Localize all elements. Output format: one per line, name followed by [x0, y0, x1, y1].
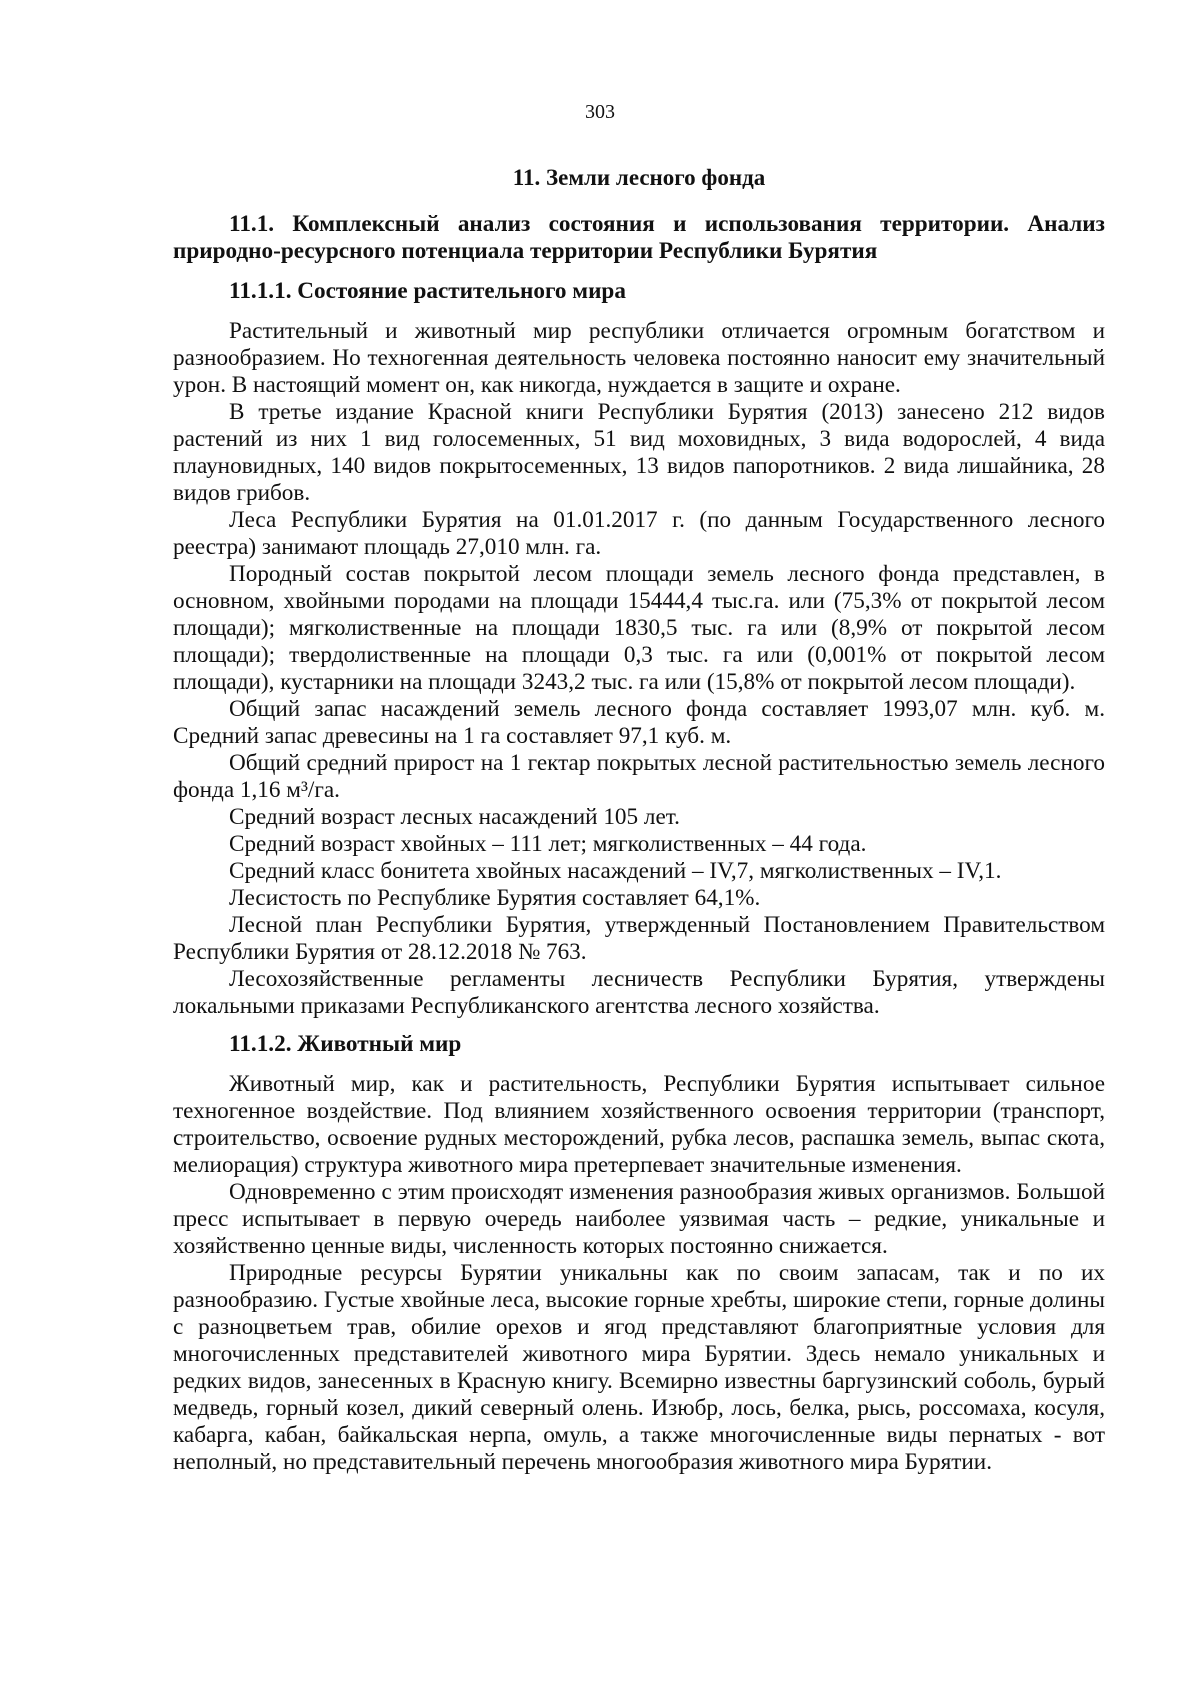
page-number: 303: [585, 101, 615, 123]
paragraph: Растительный и животный мир республики отличается огромным богатством и разнообразием. Но техногенная деятельность человека постоянно наносит ему значительный урон. В настоящий момент он, как никогда, нуждается в защите и охране.: [173, 318, 1105, 398]
paragraph: Общий средний прирост на 1 гектар покрытых лесной растительностью земель лесного фонда 1,16 м³/га.: [173, 750, 1105, 803]
paragraph: В третье издание Красной книги Республики Бурятия (2013) занесено 212 видов растений из них 1 вид голосеменных, 51 вид моховидных, 3 вида водорослей, 4 вида плауновидных, 140 видов покрытосеменных, 13 видов папоротников. 2 вида лишайника, 28 видов грибов.: [173, 399, 1105, 506]
section-title: 11.1. Комплексный анализ состояния и использования территории. Анализ природно-ресурсного потенциала территории Республики Бурятия: [173, 211, 1105, 264]
paragraph: Средний возраст лесных насаждений 105 лет.: [229, 804, 680, 830]
chapter-title: 11. Земли лесного фонда: [512, 165, 766, 190]
paragraph: Средний возраст хвойных – 111 лет; мягколиственных – 44 года.: [229, 831, 867, 857]
paragraph: Лесистость по Республике Бурятия составляет 64,1%.: [229, 885, 761, 911]
subsection-title-flora: 11.1.1. Состояние растительного мира: [229, 278, 626, 304]
paragraph: Общий запас насаждений земель лесного фонда составляет 1993,07 млн. куб. м. Средний запас древесины на 1 га составляет 97,1 куб. м.: [173, 696, 1105, 749]
fauna-paragraphs: [173, 1071, 1105, 1476]
paragraph: Породный состав покрытой лесом площади земель лесного фонда представлен, в основном, хвойными породами на площади 15444,4 тыс.га. или (75,3% от покрытой лесом площади); мягколиственные на площади 1830,5 тыс. га или (8,9% от покрытой лесом площади); твердолиственные на площади 0,3 тыс. га или (0,001% от покрытой лесом площади), кустарники на площади 3243,2 тыс. га или (15,8% от покрытой лесом площади).: [173, 561, 1105, 695]
paragraph: Леса Республики Бурятия на 01.01.2017 г. (по данным Государственного лесного реестра) занимают площадь 27,010 млн. га.: [173, 507, 1105, 560]
paragraph: Средний класс бонитета хвойных насаждений – IV,7, мягколиственных – IV,1.: [229, 858, 1002, 884]
paragraph: Лесной план Республики Бурятия, утвержденный Постановлением Правительством Республики Бурятия от 28.12.2018 № 763.: [173, 912, 1105, 965]
subsection-title-fauna: 11.1.2. Животный мир: [229, 1031, 462, 1057]
document-body: [173, 164, 1105, 1476]
paragraph: Природные ресурсы Бурятии уникальны как по своим запасам, так и по их разнообразию. Густые хвойные леса, высокие горные хребты, широкие степи, горные долины с разноцветьем трав, обилие орехов и ягод представляют благоприятные условия для многочисленных представителей животного мира Бурятии. Здесь немало уникальных и редких видов, занесенных в Красную книгу. Всемирно известны баргузинский соболь, бурый медведь, горный козел, дикий северный олень. Изюбр, лось, белка, рысь, россомаха, косуля, кабарга, кабан, байкальская нерпа, омуль, а также многочисленные виды пернатых - вот неполный, но представительный перечень многообразия животного мира Бурятии.: [173, 1260, 1105, 1475]
flora-paragraphs: [173, 318, 1105, 1020]
paragraph: Животный мир, как и растительность, Республики Бурятия испытывает сильное техногенное воздействие. Под влиянием хозяйственного освоения территории (транспорт, строительство, освоение рудных месторождений, рубка лесов, распашка земель, выпас скота, мелиорация) структура животного мира претерпевает значительные изменения.: [173, 1071, 1105, 1178]
paragraph: Одновременно с этим происходят изменения разнообразия живых организмов. Большой пресс испытывает в первую очередь наиболее уязвимая часть – редкие, уникальные и хозяйственно ценные виды, численность которых постоянно снижается.: [173, 1179, 1105, 1259]
paragraph: Лесохозяйственные регламенты лесничеств Республики Бурятия, утверждены локальными приказами Республиканского агентства лесного хозяйства.: [173, 966, 1105, 1019]
